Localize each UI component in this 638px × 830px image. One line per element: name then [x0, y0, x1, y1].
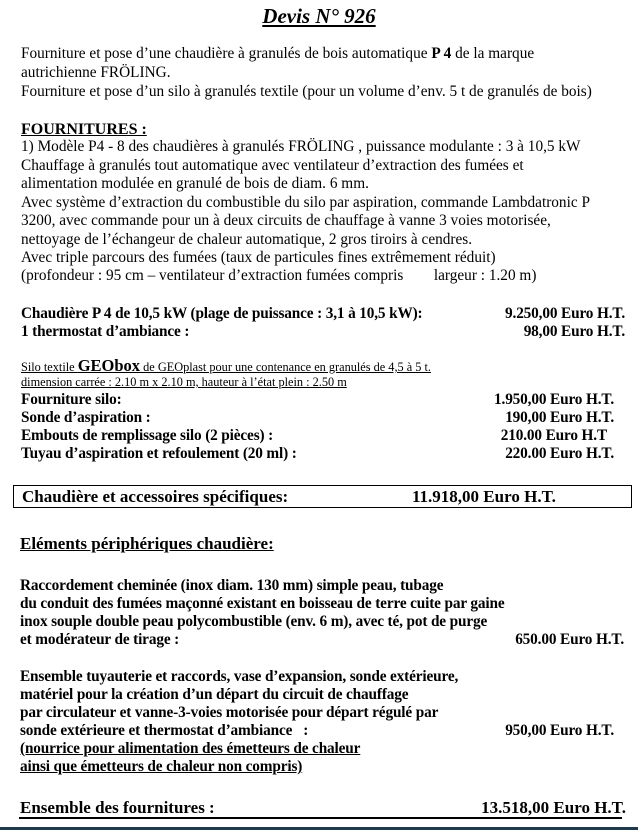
- peripheral-item-line: matériel pour la création d’un départ du circuit de chauffage: [20, 686, 409, 703]
- description-line: alimentation modulée en granulé de bois de diam. 6 mm.: [21, 175, 369, 192]
- peripheral-item-line: du conduit des fumées maçonné existant en boisseau de terre cuite par gaine: [20, 595, 505, 612]
- subtotal-label: Chaudière et accessoires spécifiques:: [22, 487, 289, 506]
- page-title: [0, 3, 638, 29]
- silo-description-line-2: dimension carrée : 2.10 m x 2.10 m, hauteur à l’état plein : 2.50 m: [21, 375, 347, 389]
- total-underline: [19, 817, 622, 819]
- peripheral-heading: Eléments périphériques chaudière:: [20, 534, 274, 553]
- peripheral-item-line: inox souple double peau polycombustible (env. 6 m), avec té, pot de purge: [20, 613, 488, 630]
- peripheral-item-line: Ensemble tuyauterie et raccords, vase d’expansion, sonde extérieure,: [20, 668, 459, 685]
- description-line: nettoyage de l’échangeur de chaleur automatique, 2 gros tiroirs à cendres.: [21, 231, 473, 248]
- peripheral-item-line: Raccordement cheminée (inox diam. 130 mm) simple peau, tubage: [20, 577, 444, 594]
- peripheral-item-amount: 950,00 Euro H.T.: [505, 722, 614, 739]
- description-line: 3200, avec commande pour un à deux circuits de chauffage à vanne 3 voies motorisée,: [21, 212, 551, 229]
- silo-text: de GEOplast pour une contenance en granulés de 4,5 à 5 t.: [140, 360, 431, 374]
- line-item-label: Chaudière P 4 de 10,5 kW (plage de puissance : 3,1 à 10,5 kW):: [21, 305, 423, 322]
- line-item-label: 1 thermostat d’ambiance :: [21, 323, 190, 340]
- silo-text: Silo textile: [21, 360, 78, 374]
- total-amount: 13.518,00 Euro H.T.: [481, 798, 626, 817]
- intro-line-1: [21, 45, 534, 63]
- line-item-label: Tuyau d’aspiration et refoulement (20 ml) :: [21, 445, 297, 462]
- line-item-amount: 98,00 Euro H.T.: [523, 323, 625, 340]
- peripheral-item-line: et modérateur de tirage :: [20, 631, 180, 648]
- brand-name: GEObox: [77, 356, 141, 375]
- description-line: Avec système d’extraction du combustible du silo par aspiration, commande Lambdatronic P: [21, 194, 590, 211]
- peripheral-note-line: ainsi que émetteurs de chaleur non compris): [20, 758, 303, 775]
- model-name: P 4: [431, 45, 452, 62]
- intro-line-3: Fourniture et pose d’un silo à granulés textile (pour un volume d’env. 5 t de granulés de bois): [21, 83, 592, 100]
- line-item-label: Fourniture silo:: [21, 391, 122, 408]
- intro-line-2: autrichienne FRÖLING.: [21, 64, 171, 81]
- line-item-amount: 220.00 Euro H.T.: [505, 445, 614, 462]
- peripheral-note-line: (nourrice pour alimentation des émetteurs de chaleur: [20, 740, 361, 757]
- total-label: Ensemble des fournitures :: [20, 798, 215, 817]
- intro-text: de la marque: [451, 45, 535, 62]
- line-item-label: Sonde d’aspiration :: [21, 409, 151, 426]
- peripheral-item-line: par circulateur et vanne-3-voies motorisée pour départ régulé par: [20, 704, 439, 721]
- subtotal-amount: 11.918,00 Euro H.T.: [412, 487, 556, 506]
- line-item-amount: 190,00 Euro H.T.: [505, 409, 614, 426]
- description-line: Chauffage à granulés tout automatique avec ventilateur d’extraction des fumées et: [21, 157, 524, 174]
- description-line: Avec triple parcours des fumées (taux de particules fines extrêmement réduit): [21, 249, 496, 266]
- description-line: (profondeur : 95 cm – ventilateur d’extraction fumées compris largeur : 1.20 m): [21, 267, 537, 284]
- quote-number: Devis N° 926: [262, 4, 376, 28]
- line-item-label: Embouts de remplissage silo (2 pièces) :: [21, 427, 274, 444]
- peripheral-item-amount: 650.00 Euro H.T.: [515, 631, 624, 648]
- intro-text: Fourniture et pose d’une chaudière à granulés de bois automatique: [21, 45, 432, 62]
- description-line: 1) Modèle P4 - 8 des chaudières à granulés FRÖLING , puissance modulante : 3 à 10,5 kW: [21, 138, 581, 155]
- line-item-amount: 1.950,00 Euro H.T.: [494, 391, 614, 408]
- line-item-amount: 9.250,00 Euro H.T.: [505, 305, 625, 322]
- line-item-amount: 210.00 Euro H.T: [500, 427, 607, 444]
- silo-description-line-1: [21, 358, 431, 375]
- fournitures-heading: FOURNITURES :: [21, 121, 147, 138]
- peripheral-item-line: sonde extérieure et thermostat d’ambiance :: [20, 722, 309, 739]
